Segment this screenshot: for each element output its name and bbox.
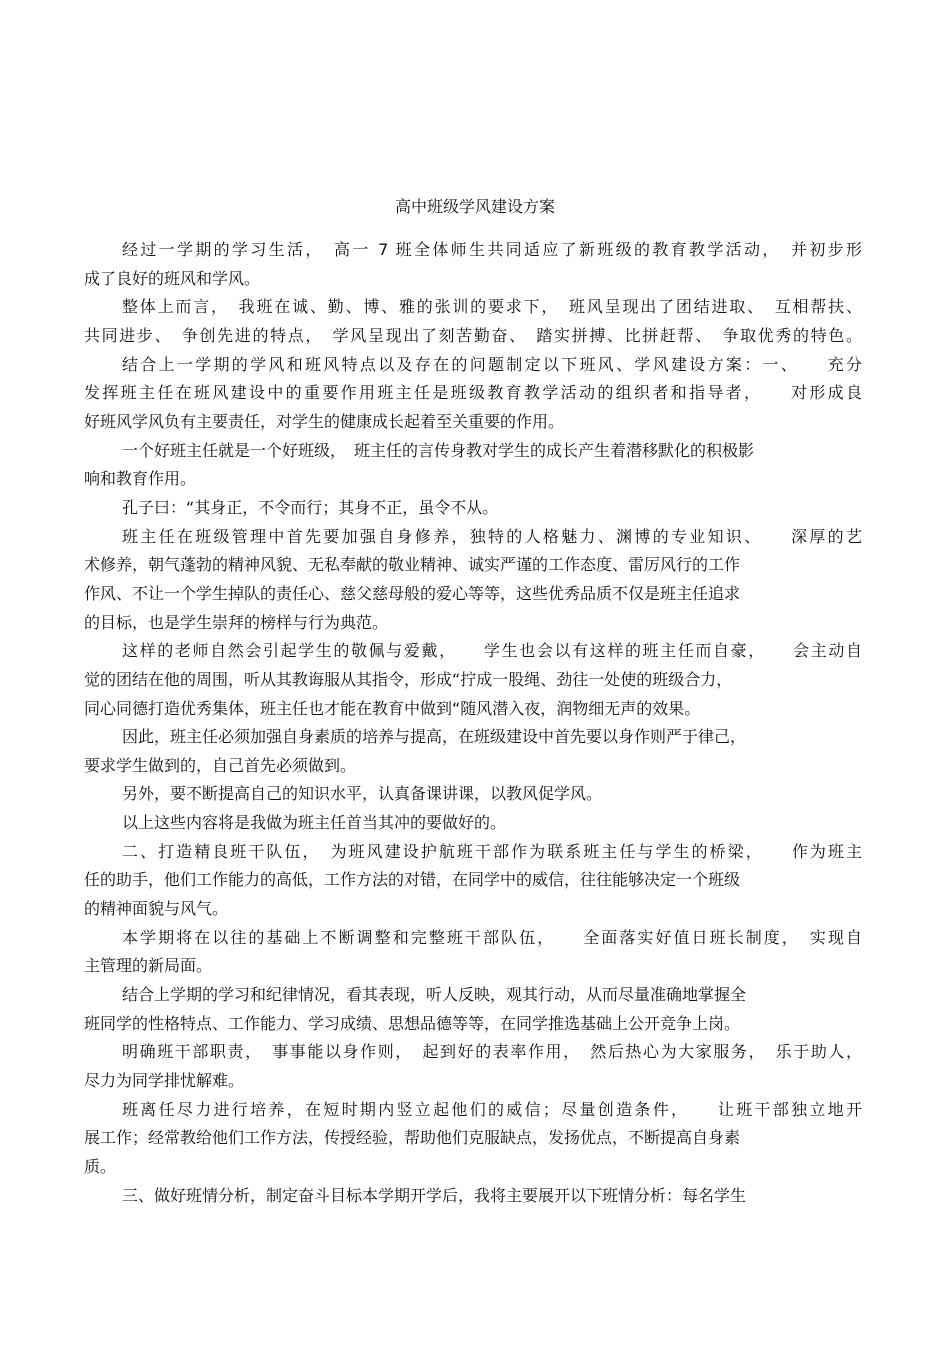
text-line: 一个好班主任就是一个好班级， 班主任的言传身教对学生的成长产生着潜移默化的积极影 [122,440,755,460]
text-line: 质。 [84,1157,117,1176]
text-line: 以上这些内容将是我做为班主任首当其冲的要做好的。 [122,813,507,833]
document-body [84,236,862,1210]
text-line: 觉的团结在他的周围，听从其教诲服从其指令，形成“拧成一股绳、劲往一处使的班级合力， [84,669,733,689]
text-line: 同心同德打造优秀集体，班主任也才能在教育中做到“随风潜入夜，润物细无声的效果。 [84,698,701,718]
text-line: 另外，要不断提高自己的知识水平，认真备课讲课，以教风促学风。 [122,784,603,804]
text-line: 本学期将在以往的基础上不断调整和完整班干部队伍， 全面落实好值日班长制度， 实现自 [122,927,862,947]
text-line: 任的助手，他们工作能力的高低，工作方法的对错，在同学中的威信，往往能够决定一个班级 [84,870,741,890]
text-line: 响和教育作用。 [84,469,197,489]
document-title: 高中班级学风建设方案 [394,197,555,216]
text-line: 结合上学期的学习和纪律情况，看其表现，听人反映，观其行动，从而尽量准确地掌握全 [122,985,747,1005]
text-line: 术修养，朝气蓬勃的精神风貌、无私奉献的敬业精神、诚实严谨的工作态度、雷厉风行的工作 [84,555,741,575]
text-line: 经过一学期的学习生活， 高一 7 班全体师生共同适应了新班级的教育教学活动， 并初步形 [122,240,862,259]
text-line: 班离任尽力进行培养，在短时期内竖立起他们的威信；尽量创造条件， 让班干部独立地开 [122,1099,862,1119]
text-line: 尽力为同学排忧解难。 [84,1071,245,1091]
text-line: 这样的老师自然会引起学生的敬佩与爱戴， 学生也会以有这样的班主任而自豪， 会主动自 [122,641,862,661]
text-line: 成了良好的班风和学风。 [84,268,261,288]
text-line: 结合上一学期的学风和班风特点以及存在的问题制定以下班风、学风建设方案：一、 充分 [122,354,862,374]
text-line: 班主任在班级管理中首先要加强自身修养，独特的人格魅力、渊博的专业知识、 深厚的艺 [122,526,862,546]
text-line: 三、做好班情分析，制定奋斗目标本学期开学后，我将主要展开以下班情分析：每名学生 [122,1185,747,1205]
text-line: 二、打造精良班干队伍， 为班风建设护航班干部作为联系班主任与学生的桥梁， 作为班主 [122,841,862,861]
text-line: 因此，班主任必须加强自身素质的培养与提高，在班级建设中首先要以身作则严于律己， [122,727,747,747]
text-line: 作风、不让一个学生掉队的责任心、慈父慈母般的爱心等等，这些优秀品质不仅是班主任追求 [84,583,741,603]
text-line: 主管理的新局面。 [84,956,213,976]
text-line: 孔子曰：“其身正，不令而行；其身不正，虽令不从。 [122,497,499,517]
text-line: 整体上而言， 我班在诚、勤、博、雅的张训的要求下， 班风呈现出了团结进取、 互相帮扶、 [122,297,862,317]
text-line: 明确班干部职责， 事事能以身作则， 起到好的表率作用， 然后热心为大家服务， 乐于助人， [122,1042,862,1062]
text-line: 的目标，也是学生崇拜的榜样与行为典范。 [84,612,389,632]
text-line: 要求学生做到的，自己首先必须做到。 [84,755,357,775]
text-line: 班同学的性格特点、工作能力、学习成绩、思想品德等等，在同学推选基础上公开竞争上岗。 [84,1013,741,1033]
text-line: 好班风学风负有主要责任，对学生的健康成长起着至关重要的作用。 [84,411,565,431]
text-line: 展工作；经常教给他们工作方法，传授经验，帮助他们克服缺点，发扬优点，不断提高自身素 [84,1128,741,1148]
text-line: 发挥班主任在班风建设中的重要作用班主任是班级教育教学活动的组织者和指导者， 对形成良 [84,383,862,403]
text-line: 的精神面貌与风气。 [84,899,229,919]
text-line: 共同进步、 争创先进的特点， 学风呈现出了刻苦勤奋、 踏实拼搏、比拼赶帮、 争取优秀的特色。 [84,325,862,345]
